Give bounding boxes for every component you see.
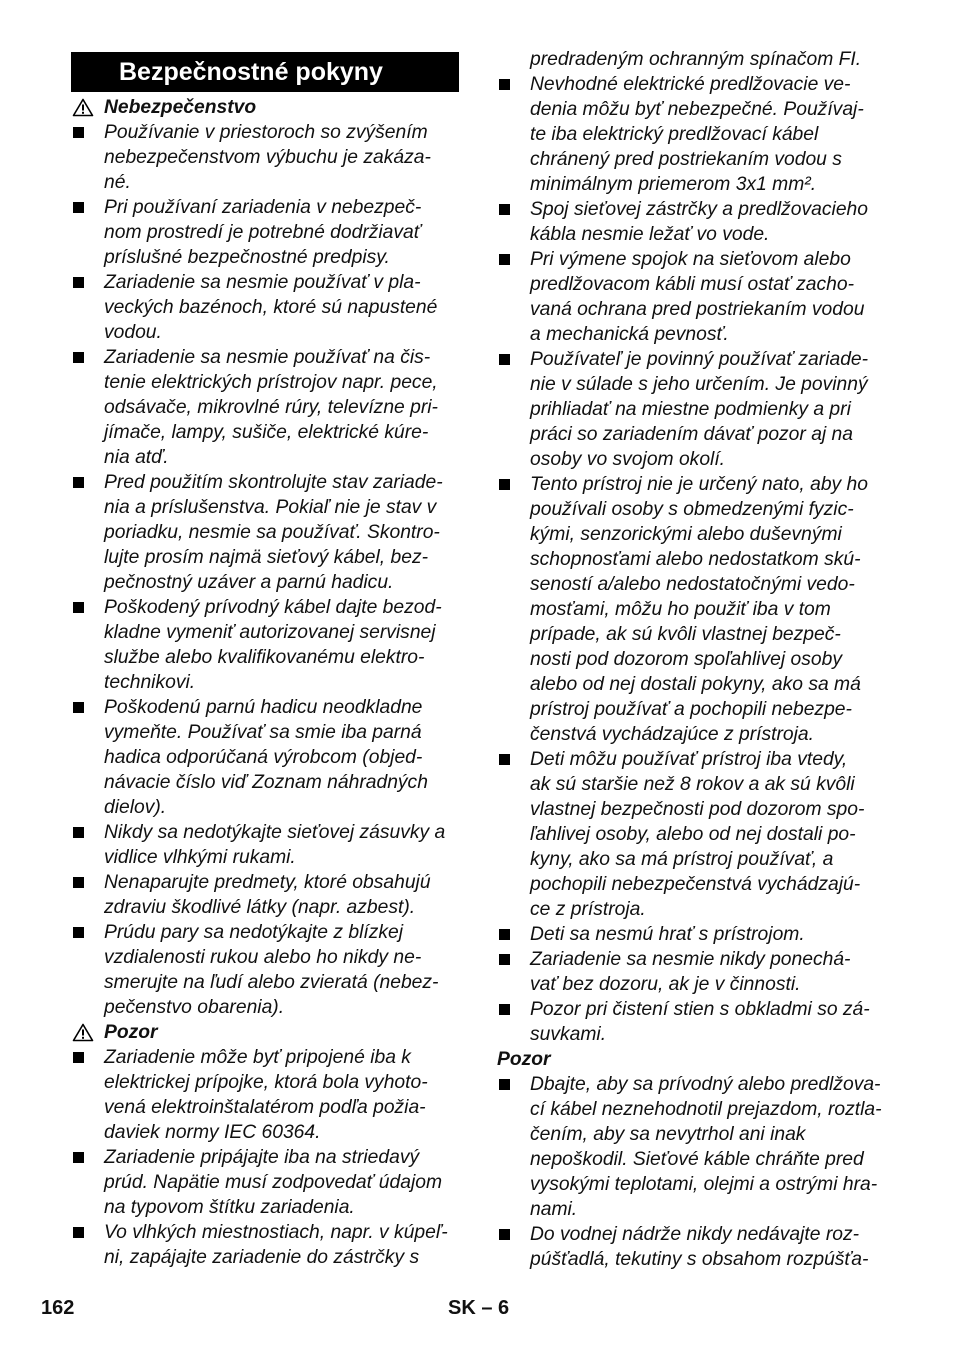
text-line: alebo od nej dostali pokyny, ako sa má	[530, 674, 861, 695]
text-line: čenstvá vychádzajúce z prístroja.	[530, 724, 814, 745]
bullet-item	[71, 120, 459, 195]
text-line: lujte prosím najmä sieťový kábel, bez-	[104, 547, 429, 568]
text-line: Používateľ je povinný používať zariade-	[497, 347, 889, 372]
text-line: nom prostredí je potrebné dodržiavať	[104, 222, 421, 243]
text-line: Tento prístroj nie je určený nato, aby ho	[497, 472, 889, 497]
heading-text: Pozor	[497, 1049, 551, 1070]
text-line: vymeňte. Používať sa smie iba parná	[104, 722, 422, 743]
bullet-item	[71, 470, 459, 595]
warning-triangle-icon	[72, 98, 94, 117]
text-line: Zariadenie môže byť pripojené iba k	[71, 1045, 459, 1070]
bullet-item	[497, 922, 889, 947]
warning-heading	[71, 1020, 459, 1045]
page-number: 162	[41, 1297, 75, 1319]
text-line: Dbajte, aby sa prívodný alebo predlžova-	[497, 1072, 889, 1097]
bullet-item	[497, 997, 889, 1047]
section-code: SK – 6	[448, 1297, 510, 1319]
bullet-item	[497, 72, 889, 197]
text-line: Pri používaní zariadenia v nebezpeč-	[71, 195, 459, 220]
text-line: Deti môžu používať prístroj iba vtedy,	[497, 747, 889, 772]
bullet-item	[71, 870, 459, 920]
bullet-item	[71, 1045, 459, 1145]
text-line: pečnostný uzáver a parnú hadicu.	[104, 572, 394, 593]
text-line: vodou.	[104, 322, 162, 343]
text-line: Pri výmene spojok na sieťovom alebo	[497, 247, 889, 272]
bullet-item	[497, 1222, 889, 1272]
warning-triangle-icon	[72, 1023, 94, 1042]
text-line: smerujte na ľudí alebo zvieratá (nebez-	[104, 972, 439, 993]
text-line: nami.	[530, 1199, 578, 1220]
text-line: Prúdu pary sa nedotýkajte z blízkej	[71, 920, 459, 945]
warning-heading	[71, 95, 459, 120]
text-line: nebezpečenstvom výbuchu je zakáza-	[104, 147, 431, 168]
bullet-item	[497, 347, 889, 472]
text-line: Zariadenie sa nesmie používať na čis-	[71, 345, 459, 370]
text-line: Vo vlhkých miestnostiach, napr. v kúpeľ-	[71, 1220, 459, 1245]
text-line: technikovi.	[104, 672, 196, 693]
bullet-item	[497, 197, 889, 247]
bullet-item	[71, 595, 459, 695]
bullet-item	[71, 195, 459, 270]
text-line: na typovom štítku zariadenia.	[104, 1197, 355, 1218]
text-line: dielov).	[104, 797, 167, 818]
text-line: zdraviu škodlivé látky (napr. azbest).	[104, 897, 416, 918]
text-line: né.	[104, 172, 131, 193]
text-line: vať bez dozoru, ak je v činnosti.	[530, 974, 801, 995]
bullet-item	[497, 1072, 889, 1222]
text-line: vidlice vlhkými rukami.	[104, 847, 296, 868]
text-line: prístroj používať a pochopili nebezpe-	[530, 699, 852, 720]
subheading	[497, 1047, 889, 1072]
heading-text: Nebezpečenstvo	[104, 97, 257, 118]
text-line: te iba elektrický predlžovací kábel	[530, 124, 819, 145]
bullet-item	[497, 472, 889, 747]
text-line: ni, zapájajte zariadenie do zástrčky s	[104, 1247, 420, 1268]
text-line: Zariadenie pripájajte iba na striedavý	[71, 1145, 459, 1170]
text-line: prihliadať na miestne podmienky a pri	[530, 399, 851, 420]
text-line: seností a/alebo nedostatočnými vedo-	[530, 574, 855, 595]
text-line: pečenstvo obarenia).	[104, 997, 285, 1018]
text-line: nia atď.	[104, 447, 169, 468]
text-line: cí kábel neznehodnotil prejazdom, roztla-	[530, 1099, 882, 1120]
bullet-item	[71, 345, 459, 470]
text-line: Zariadenie sa nesmie nikdy ponechá-	[497, 947, 889, 972]
text-line: nia a príslušenstva. Pokiaľ nie je stav v	[104, 497, 437, 518]
text-line: Spoj sieťovej zástrčky a predlžovacieho	[497, 197, 889, 222]
text-line: Pred použitím skontrolujte stav zariade-	[71, 470, 459, 495]
text-line: minimálnym priemerom 3x1 mm².	[530, 174, 817, 195]
text-line: nepoškodil. Sieťové káble chráňte pred	[530, 1149, 864, 1170]
bullet-item	[497, 747, 889, 922]
text-line: hadica odporúčaná výrobcom (objed-	[104, 747, 423, 768]
bullet-item	[71, 695, 459, 820]
text-line: poriadku, nesmie sa používať. Skontro-	[104, 522, 440, 543]
heading-text: Pozor	[104, 1022, 158, 1043]
bullet-item	[497, 947, 889, 997]
text-line: pochopili nebezpečenstvá vychádzajú-	[530, 874, 861, 895]
text-line: veckých bazénoch, ktoré sú napustené	[104, 297, 438, 318]
text-line: Nenaparujte predmety, ktoré obsahujú	[71, 870, 459, 895]
bullet-item	[71, 1220, 459, 1270]
text-line: vená elektroinštalatérom podľa požia-	[104, 1097, 426, 1118]
text-line: kladne vymeniť autorizovanej servisnej	[104, 622, 436, 643]
text-line: Do vodnej nádrže nikdy nedávajte roz-	[497, 1222, 889, 1247]
text-line: Nikdy sa nedotýkajte sieťovej zásuvky a	[71, 820, 459, 845]
text-line: čením, aby sa nevytrhol ani inak	[530, 1124, 806, 1145]
text-line: kábla nesmie ležať vo vode.	[530, 224, 770, 245]
text-line: ak sú staršie než 8 rokov a ak sú kvôli	[530, 774, 855, 795]
text-line: kyny, ako sa má prístroj používať, a	[530, 849, 834, 870]
left-column	[71, 47, 459, 1270]
text-line: schopnosťami alebo nedostatkom skú-	[530, 549, 861, 570]
text-line: mosťami, môžu ho použiť iba v tom	[530, 599, 831, 620]
bullet-item	[71, 820, 459, 870]
text-line: suvkami.	[530, 1024, 607, 1045]
text-line: daviek normy IEC 60364.	[104, 1122, 321, 1143]
text-line: Poškodenú parnú hadicu neodkladne	[71, 695, 459, 720]
text-line: Nevhodné elektrické predlžovacie ve-	[497, 72, 889, 97]
text-line: elektrickej prípojke, ktorá bola vyhoto-	[104, 1072, 428, 1093]
text-line: používali osoby s obmedzenými fyzic-	[530, 499, 854, 520]
text-line: kými, senzorickými alebo duševnými	[530, 524, 842, 545]
bullet-item	[71, 270, 459, 345]
text-line: chránený pred postriekaním vodou s	[530, 149, 842, 170]
text-line: práci so zariadením dávať pozor aj na	[530, 424, 853, 445]
text-line: vlastnej bezpečnosti pod dozorom spo-	[530, 799, 865, 820]
text-line: prípade, ak sú kvôli vlastnej bezpeč-	[530, 624, 841, 645]
bullet-item	[497, 247, 889, 347]
text-line: predlžovacom kábli musí ostať zacho-	[530, 274, 855, 295]
text-line: jímače, lampy, sušiče, elektrické kúre-	[104, 422, 429, 443]
text-line: Používanie v priestoroch so zvýšením	[71, 120, 459, 145]
text-line: návacie číslo viď Zoznam náhradných	[104, 772, 428, 793]
text-line: nie v súlade s jeho určením. Je povinný	[530, 374, 868, 395]
bullet-item	[71, 1145, 459, 1220]
bullet-item	[71, 920, 459, 1020]
text-line: tenie elektrických prístrojov napr. pece,	[104, 372, 438, 393]
text-line: vzdialenosti rukou alebo ho nikdy ne-	[104, 947, 422, 968]
text-line: službe alebo kvalifikovanému elektro-	[104, 647, 425, 668]
text-line: Deti sa nesmú hrať s prístrojom.	[497, 922, 889, 947]
text-line: Zariadenie sa nesmie používať v pla-	[71, 270, 459, 295]
text-line: nosti pod dozorom spoľahlivej osoby	[530, 649, 842, 670]
right-column-content	[497, 47, 889, 1272]
text-line: osoby vo svojom okolí.	[530, 449, 726, 470]
text-line: ľahlivej osoby, alebo od nej dostali po-	[530, 824, 856, 845]
text-line: denia môžu byť nebezpečné. Používaj-	[530, 99, 864, 120]
text-line: vysokými teplotami, olejmi a ostrými hra-	[530, 1174, 878, 1195]
section-title: Bezpečnostné pokyny	[71, 52, 459, 92]
continued-text	[497, 47, 889, 72]
text-line: Pozor pri čistení stien s obkladmi so zá-	[497, 997, 889, 1022]
text-line: vaná ochrana pred postriekaním vodou	[530, 299, 865, 320]
text-line: príslušné bezpečnostné predpisy.	[104, 247, 390, 268]
text-line: a mechanická pevnosť.	[530, 324, 729, 345]
right-column	[497, 47, 889, 1272]
text-line: púšťadlá, tekutiny s obsahom rozpúšťa-	[530, 1249, 869, 1270]
text-line: Poškodený prívodný kábel dajte bezod-	[71, 595, 459, 620]
text-line: ce z prístroja.	[530, 899, 646, 920]
left-column-content	[71, 95, 459, 1270]
text-line: predradeným ochranným spínačom FI.	[530, 49, 862, 70]
text-line: odsávače, mikrovlné rúry, televízne pri-	[104, 397, 438, 418]
text-line: prúd. Napätie musí zodpovedať údajom	[104, 1172, 443, 1193]
